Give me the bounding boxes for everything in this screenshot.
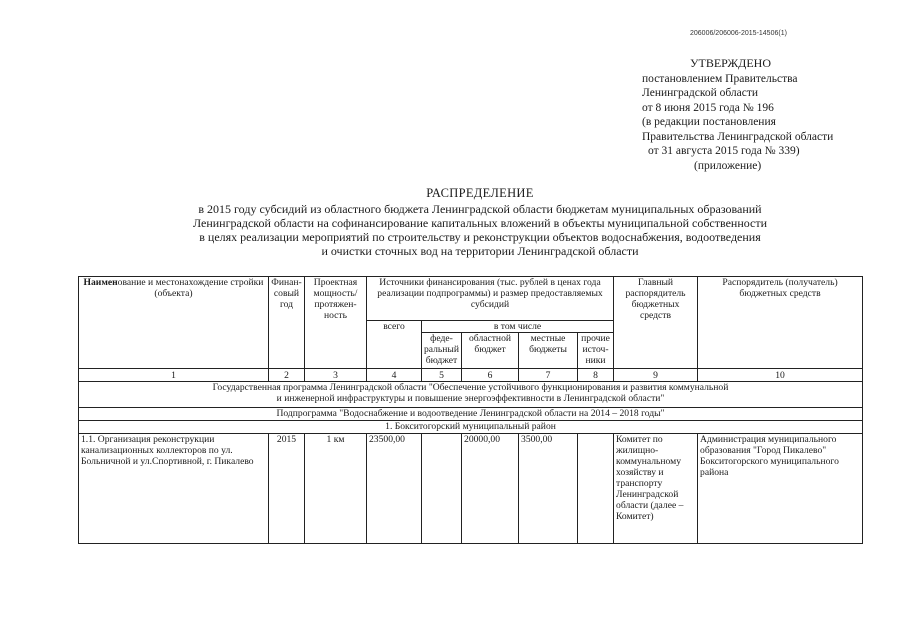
subprogram-row: Подпрограмма "Водоснабжение и водоотведение Ленинградской области на 2014 – 2018 годы" <box>79 408 863 421</box>
table-row <box>79 434 863 544</box>
header-sources: Источники финансирования (тыс. рублей в ценах года реализации подпрограммы) и размер предоставляемых субсидий <box>367 277 614 321</box>
object-name: 1.1. Организация реконструкции канализационных коллекторов по ул. Больничной и ул.Спортивной, г. Пикалево <box>79 434 269 544</box>
approval-line: Правительства Ленинградской области <box>642 130 834 143</box>
header-name: Наименование и местонахождение стройки (объекта) <box>79 277 269 369</box>
object-local: 3500,00 <box>519 434 578 544</box>
col-number: 6 <box>462 369 519 382</box>
header-other: прочие источ-ники <box>578 333 614 369</box>
title-line: Ленинградской области на софинансирование капитальных вложений в объекты муниципальной собственности <box>192 216 768 230</box>
approval-appendix: (приложение) <box>694 159 762 172</box>
district-row: 1. Бокситогорский муниципальный район <box>79 421 863 434</box>
object-manager: Комитет по жилищно-коммунальному хозяйству и транспорту Ленинградской области (далее – Комитет) <box>614 434 698 544</box>
object-year: 2015 <box>269 434 305 544</box>
subsidy-table <box>78 276 863 544</box>
header-fin-year: Финан-совый год <box>269 277 305 369</box>
header-manager: Главный распорядитель бюджетных средств <box>614 277 698 369</box>
header-including: в том числе <box>422 321 614 333</box>
document-id: 206006/206006-2015-14506(1) <box>690 30 787 37</box>
header-capacity: Проектная мощность/ протяжен-ность <box>305 277 367 369</box>
object-regional: 20000,00 <box>462 434 519 544</box>
title-heading: РАСПРЕДЕЛЕНИЕ <box>426 186 534 200</box>
col-number: 4 <box>367 369 422 382</box>
col-number: 5 <box>422 369 462 382</box>
approval-line: Ленинградской области <box>642 87 759 99</box>
header-total: всего <box>367 321 422 369</box>
col-number: 1 <box>79 369 269 382</box>
title-line: и очистки сточных вод на территории Ленинградской области <box>321 244 639 258</box>
approval-stamp <box>642 56 892 173</box>
approval-line: от 8 июня 2015 года № 196 <box>642 101 774 114</box>
header-recipient: Распорядитель (получатель) бюджетных средств <box>698 277 863 369</box>
col-number: 2 <box>269 369 305 382</box>
object-other <box>578 434 614 544</box>
document-title <box>70 186 890 258</box>
program-row: Государственная программа Ленинградской области "Обеспечение устойчивого функционирования и развития коммунальной и инженерной инфраструктуры и повышение энергоэффективности в Ленинградской области" <box>79 382 863 408</box>
title-line: в 2015 году субсидий из областного бюджета Ленинградской области бюджетам муниципальных образований <box>198 202 762 216</box>
object-capacity: 1 км <box>305 434 367 544</box>
header-local: местные бюджеты <box>519 333 578 369</box>
object-total: 23500,00 <box>367 434 422 544</box>
object-federal <box>422 434 462 544</box>
col-number: 7 <box>519 369 578 382</box>
approval-line: от 31 августа 2015 года № 339) <box>648 145 800 157</box>
title-line: в целях реализации мероприятий по строительству и реконструкции объектов водоснабжения, водоотведения <box>199 230 761 244</box>
col-number: 8 <box>578 369 614 382</box>
approval-line: (в редакции постановления <box>642 116 776 128</box>
approval-line: постановлением Правительства <box>642 72 798 85</box>
col-number: 3 <box>305 369 367 382</box>
col-number: 9 <box>614 369 698 382</box>
header-regional: областной бюджет <box>462 333 519 369</box>
approval-heading: УТВЕРЖДЕНО <box>690 56 772 70</box>
header-federal: феде-ральный бюджет <box>422 333 462 369</box>
object-recipient: Администрация муниципального образования "Город Пикалево" Бокситогорского муниципального района <box>698 434 863 544</box>
col-number: 10 <box>698 369 863 382</box>
